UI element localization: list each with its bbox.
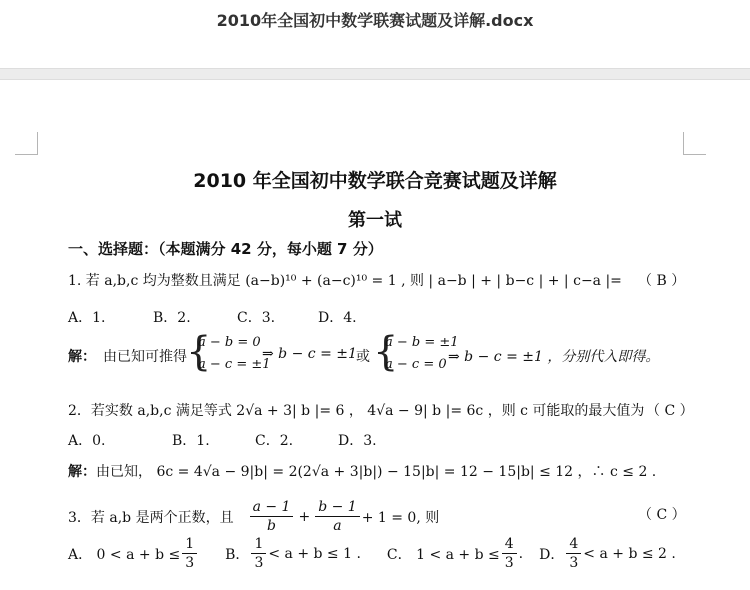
equation-system-2: a − b = ±1 a − c = 0 bbox=[385, 335, 459, 372]
question-1-text: 1. 若 a,b,c 均为整数且满足 (a−b)¹⁰ + (a−c)¹⁰ = 1 , 则 | a−b | + | b−c | + | c−a |= bbox=[68, 273, 622, 289]
margin-mark-top-left bbox=[15, 132, 38, 155]
question-3-option-a-fraction: $\frac{1}{3}$ bbox=[182, 535, 197, 572]
question-1-option-b: B．2. bbox=[153, 310, 191, 326]
question-3-fraction-2: $\frac{b - 1}{a}$ bbox=[315, 498, 360, 535]
question-2-option-a: A．0. bbox=[68, 433, 106, 449]
window-title: 2010年全国初中数学联赛试题及详解.docx bbox=[216, 11, 534, 30]
implication-2: ⇒ b − c = ±1 ，分别代入即得。 bbox=[448, 349, 660, 365]
question-3-option-c-fraction: $\frac{4}{3}$ bbox=[502, 535, 517, 572]
question-3-option-d: D． bbox=[539, 546, 565, 563]
question-2-solution-label: 解： bbox=[68, 464, 96, 480]
question-1-solution-prefix: 由已知可推得 bbox=[103, 349, 187, 365]
implication-1: ⇒ b − c = ±1 bbox=[262, 346, 357, 362]
question-3-fraction-1: $\frac{a - 1}{b}$ bbox=[250, 498, 294, 535]
left-brace-1: { bbox=[186, 329, 212, 375]
question-2-answer: （ C ） bbox=[646, 403, 694, 419]
question-1-option-c: C．3. bbox=[237, 310, 276, 326]
document-page[interactable] bbox=[0, 80, 750, 590]
question-1-option-a: A．1. bbox=[68, 310, 106, 326]
question-3-option-b-fraction: $\frac{1}{3}$ bbox=[251, 535, 266, 572]
margin-mark-top-right bbox=[683, 132, 706, 155]
question-2-solution: 由已知， 6c = 4√a − 9|b| = 2(2√a + 3|b|) − 15|b| = 12 − 15|b| ≤ 12 ，∴ c ≤ 2 . bbox=[96, 464, 657, 480]
question-2-option-b: B．1. bbox=[172, 433, 210, 449]
question-3-answer: （ C ） bbox=[638, 507, 686, 523]
question-1-solution-label: 解： bbox=[68, 349, 96, 365]
question-3-text: 3．若 a,b 是两个正数，且 $\frac{a - 1}{b}$ + $\frac{b - 1}{a}$ + 1 = 0, 则 bbox=[68, 499, 440, 534]
page-gap bbox=[0, 68, 750, 80]
question-3-option-b: B． bbox=[225, 546, 250, 563]
document-title: 2010 年全国初中数学联合竞赛试题及详解 bbox=[193, 170, 557, 192]
question-3-options: A． 0 < a + b ≤ $\frac{1}{3}$ B． $\frac{1}{3}$ < a + b ≤ 1 . C． 1 < a + b ≤ $\frac{4}{3}$ . D． $\frac{4}{3}$ < a + b ≤ 2 . bbox=[68, 536, 676, 571]
left-brace-2: { bbox=[373, 329, 399, 375]
question-3-option-c: C． 1 < a + b ≤ bbox=[386, 546, 500, 563]
or-label: 或 bbox=[356, 349, 370, 365]
part-heading: 第一试 bbox=[348, 210, 402, 231]
question-3-option-d-fraction: $\frac{4}{3}$ bbox=[566, 535, 581, 572]
question-2-option-d: D．3. bbox=[338, 433, 377, 449]
question-1-answer: （ B ） bbox=[638, 273, 686, 289]
question-2-option-c: C．2. bbox=[255, 433, 294, 449]
window-titlebar bbox=[0, 0, 750, 68]
question-1-option-d: D．4. bbox=[318, 310, 357, 326]
equation-system-1: a − b = 0 a − c = ±1 bbox=[198, 335, 271, 372]
question-2-text: 2．若实数 a,b,c 满足等式 2√a + 3| b |= 6 ， 4√a − 9| b |= 6c ，则 c 可能取的最大值为 bbox=[68, 403, 645, 419]
section-heading: 一、选择题：（本题满分 42 分，每小题 7 分） bbox=[68, 240, 383, 258]
question-3-option-a: A． 0 < a + b ≤ bbox=[68, 546, 181, 563]
